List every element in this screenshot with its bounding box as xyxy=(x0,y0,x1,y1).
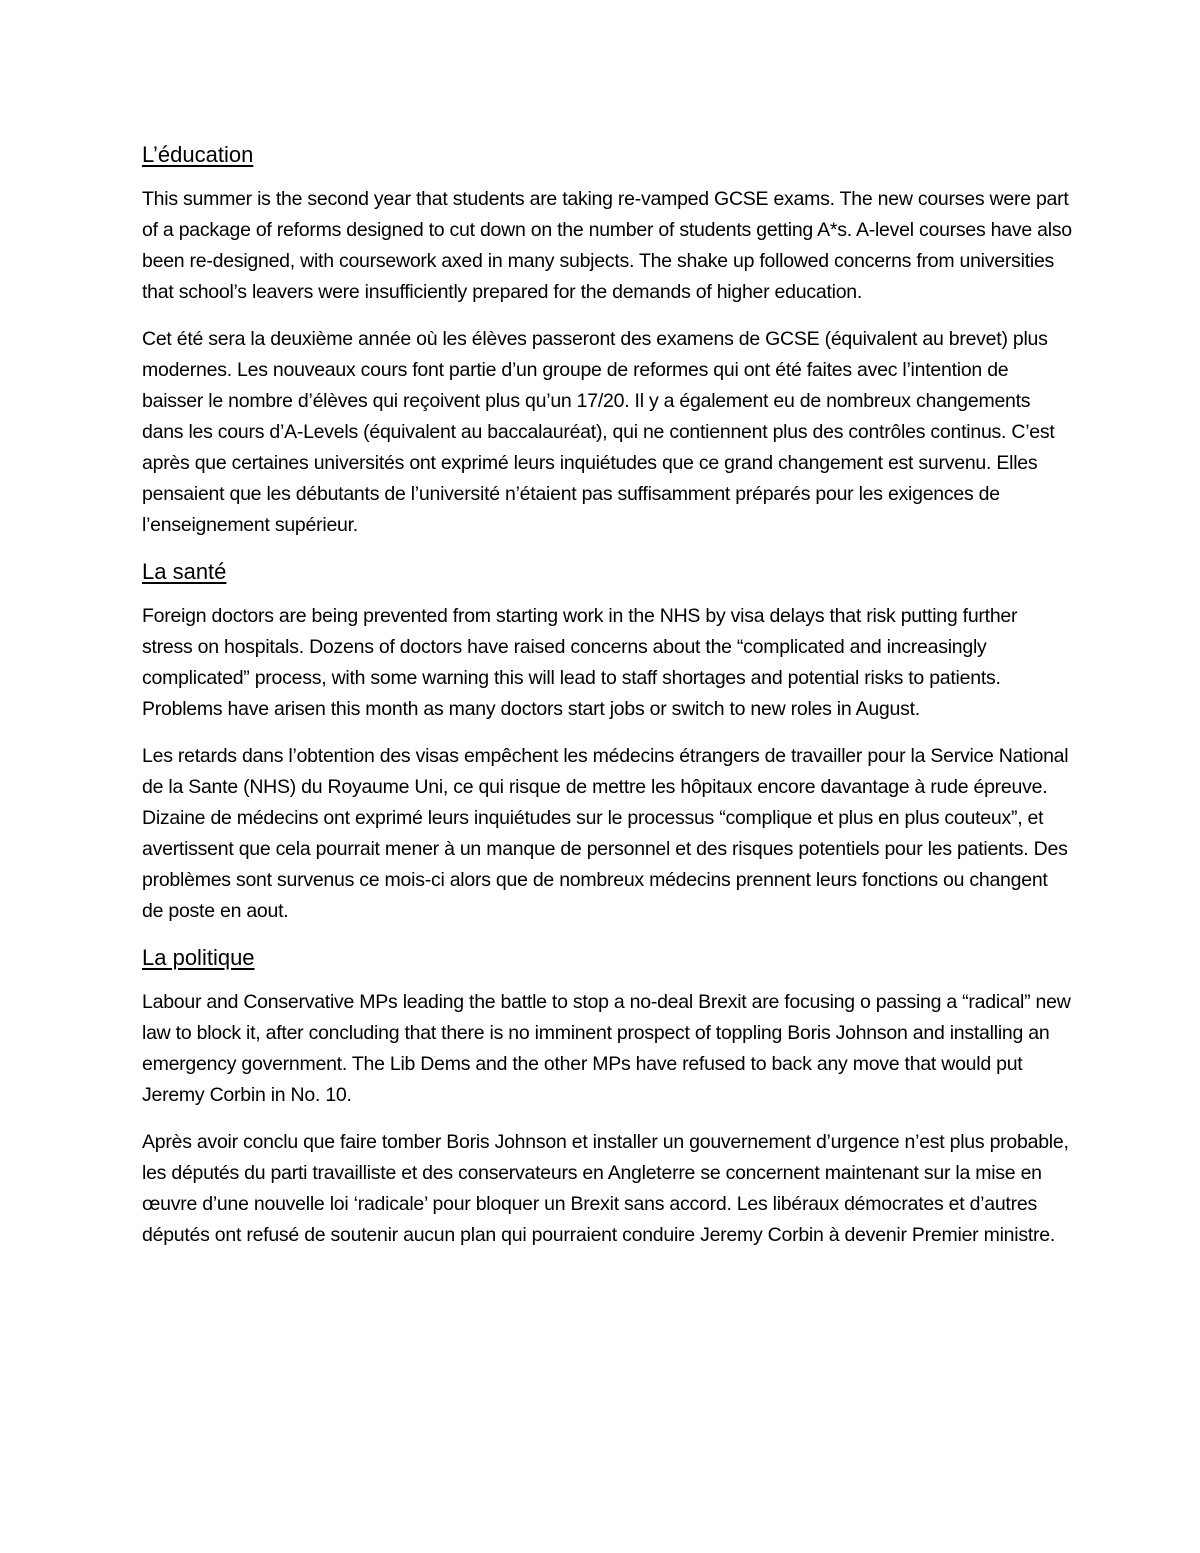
section-education xyxy=(142,140,1072,541)
section-heading: L’éducation xyxy=(142,142,254,167)
paragraph-french: Après avoir conclu que faire tomber Boris Johnson et installer un gouvernement d’urgence n’est plus probable, les députés du parti travailliste et des conservateurs en Angleterre se concernent maintenant sur la mise en œuvre d’une nouvelle loi ‘radicale’ pour bloquer un Brexit sans accord. Les libéraux démocrates et d’autres députés ont refusé de soutenir aucun plan qui pourraient conduire Jeremy Corbin à devenir Premier ministre. xyxy=(142,1131,1069,1246)
section-heading: La politique xyxy=(142,945,255,970)
section-heading: La santé xyxy=(142,559,227,584)
section-health xyxy=(142,557,1072,927)
paragraph-english: Labour and Conservative MPs leading the battle to stop a no-deal Brexit are focusing o passing a “radical” new law to block it, after concluding that there is no imminent prospect of toppling Boris Johnson and installing an emergency government. The Lib Dems and the other MPs have refused to back any move that would put Jeremy Corbin in No. 10. xyxy=(142,991,1071,1106)
paragraph-french: Cet été sera la deuxième année où les élèves passeront des examens de GCSE (équivalent au brevet) plus modernes. Les nouveaux cours font partie d’un groupe de reformes qui ont été faites avec l’intention de baisser le nombre d’élèves qui reçoivent plus qu’un 17/20. Il y a également eu de nombreux changements dans les cours d’A-Levels (équivalent au baccalauréat), qui ne contiennent plus des contrôles continus. C’est après que certaines universités ont exprimé leurs inquiétudes que ce grand changement est survenu. Elles pensaient que les débutants de l’université n’étaient pas suffisamment préparés pour les exigences de l’enseignement supérieur. xyxy=(142,328,1055,536)
document-page xyxy=(142,140,1072,1267)
section-politics xyxy=(142,943,1072,1251)
paragraph-english: This summer is the second year that students are taking re-vamped GCSE exams. The new courses were part of a package of reforms designed to cut down on the number of students getting A*s. A-level courses have also been re-designed, with coursework axed in many subjects. The shake up followed concerns from universities that school’s leavers were insufficiently prepared for the demands of higher education. xyxy=(142,188,1072,303)
paragraph-english: Foreign doctors are being prevented from starting work in the NHS by visa delays that risk putting further stress on hospitals. Dozens of doctors have raised concerns about the “complicated and increasingly complicated” process, with some warning this will lead to staff shortages and potential risks to patients. Problems have arisen this month as many doctors start jobs or switch to new roles in August. xyxy=(142,605,1018,720)
paragraph-french: Les retards dans l’obtention des visas empêchent les médecins étrangers de travailler pour la Service National de la Sante (NHS) du Royaume Uni, ce qui risque de mettre les hôpitaux encore davantage à rude épreuve. Dizaine de médecins ont exprimé leurs inquiétudes sur le processus “complique et plus en plus couteux”, et avertissent que cela pourrait mener à un manque de personnel et des risques potentiels pour les patients. Des problèmes sont survenus ce mois-ci alors que de nombreux médecins prennent leurs fonctions ou changent de poste en aout. xyxy=(142,745,1069,922)
